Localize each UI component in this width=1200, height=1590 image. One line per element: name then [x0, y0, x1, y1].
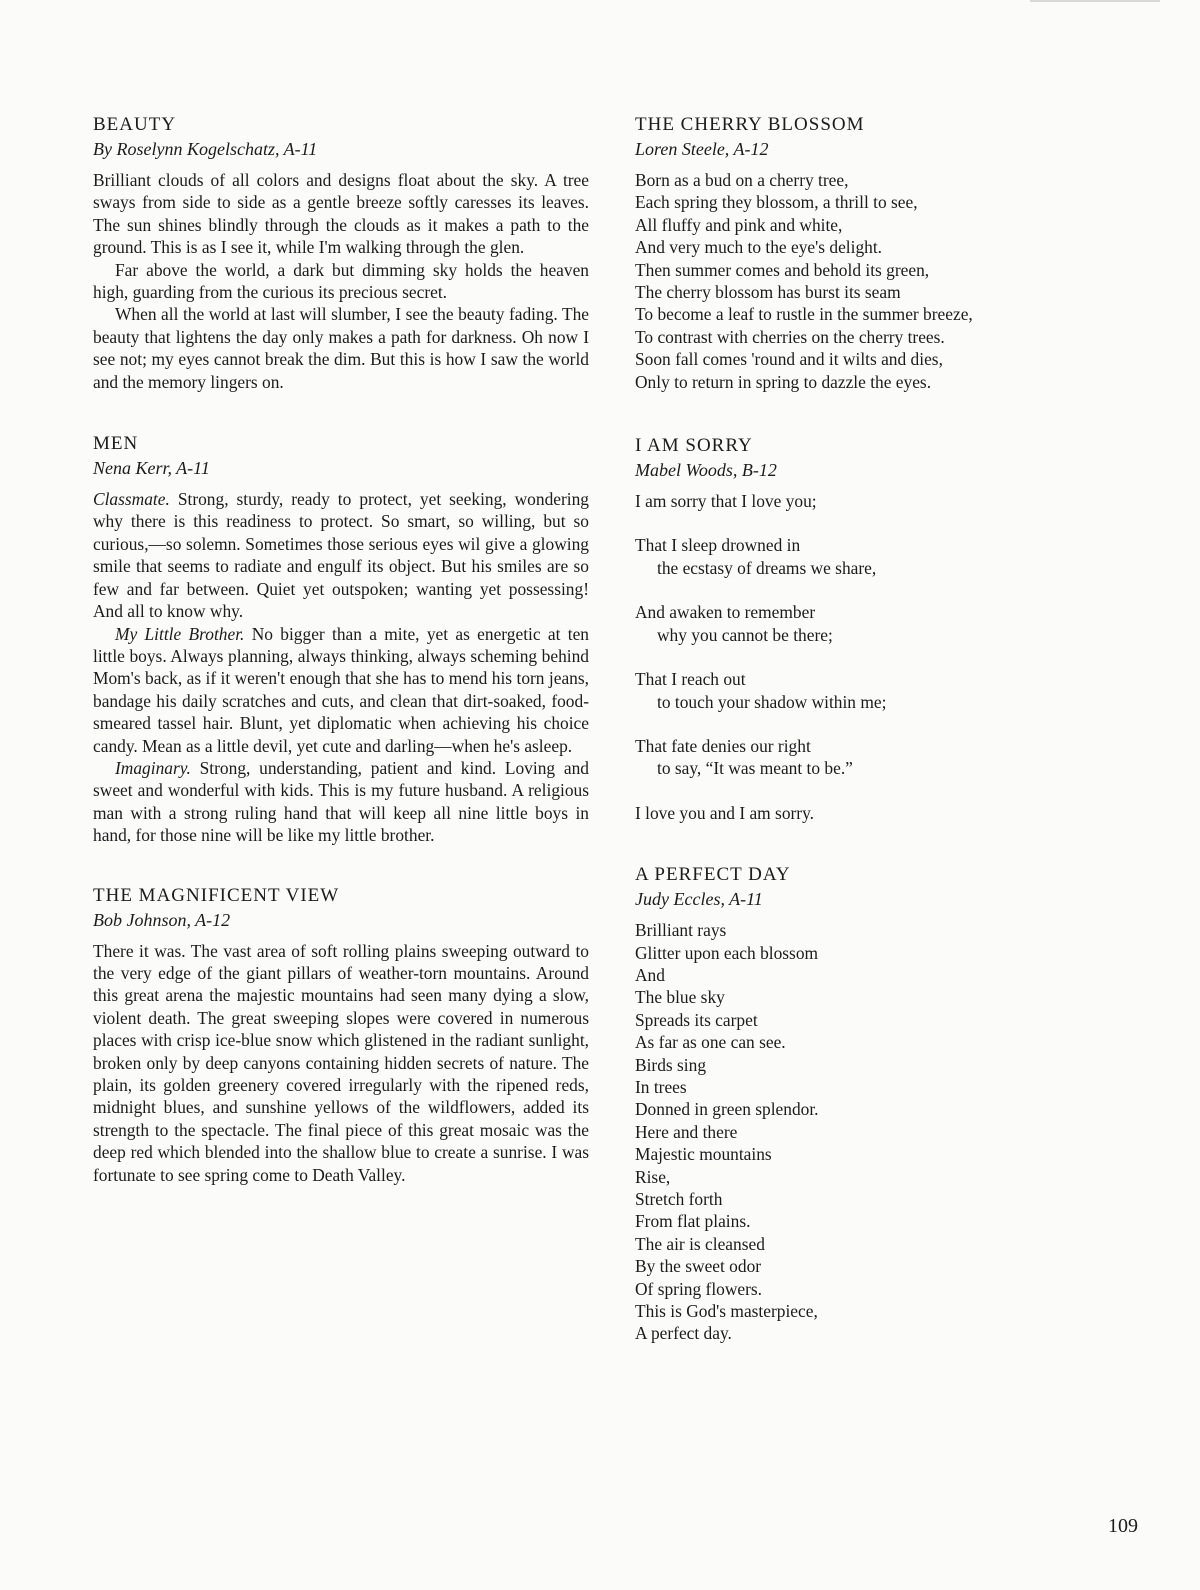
poem-line: The blue sky — [635, 987, 725, 1008]
piece-author: Loren Steele, A-12 — [635, 139, 769, 159]
poem-line: I am sorry that I love you; — [635, 491, 817, 512]
poem-line: That fate denies our right — [635, 735, 811, 756]
poem-line: That I reach out — [635, 669, 746, 690]
piece-author: Judy Eccles, A-11 — [635, 889, 763, 910]
scan-edge-mark — [1030, 0, 1160, 2]
poem-line: In trees — [635, 1076, 687, 1097]
paragraph — [93, 757, 589, 847]
stanza — [635, 490, 995, 512]
poem-line: Birds sing — [635, 1054, 707, 1075]
piece-perfect-day — [635, 862, 995, 1345]
piece-magnificent-view — [93, 883, 589, 1186]
piece-i-am-sorry — [635, 433, 995, 824]
page-number: 109 — [1108, 1515, 1138, 1537]
poem-line: By the sweet odor — [635, 1256, 762, 1277]
poem-line: the ecstasy of dreams we share, — [657, 557, 877, 578]
left-column — [93, 112, 589, 1186]
poem-line: As far as one can see. — [635, 1032, 786, 1053]
section-lead: Imaginary. — [115, 757, 191, 778]
poem-line: Of spring flowers. — [635, 1278, 763, 1299]
poem-line: And very much to the eye's delight. — [635, 237, 883, 258]
section-lead: Classmate. — [93, 489, 170, 510]
stanza — [635, 735, 995, 780]
piece-author: Mabel Woods, B-12 — [635, 460, 777, 481]
poem-line: I love you and I am sorry. — [635, 802, 815, 823]
poem-line: To contrast with cherries on the cherry trees. — [635, 326, 945, 347]
piece-beauty — [93, 112, 589, 393]
poem-line: to say, “It was meant to be.” — [657, 758, 853, 779]
poem-line: To become a leaf to rustle in the summer breeze, — [635, 304, 973, 325]
paragraph: Brilliant clouds of all colors and designs float about the sky. A tree sways from side to side as a gentle breeze softly caresses its leaves. The sun shines blindly through the clouds as it makes a path to the ground. This is as I see it, while I'm walking through the glen. — [93, 170, 589, 258]
poem-line: The air is cleansed — [635, 1233, 765, 1254]
poem-line: Each spring they blossom, a thrill to see, — [635, 192, 918, 213]
paragraph: There it was. The vast area of soft rolling plains sweeping outward to the very edge of the giant pillars of weather-torn mountains. Around this great arena the majestic mountains had seen many dying a slow, violent death. The great sweeping slopes were covered in numerous places with crisp ice-blue snow which glistened in the radiant sunlight, broken only by deep canyons containing hidden secrets of nature. The plain, its golden greenery covered irregularly with the ripened reds, midnight blues, and sunshine yellows of the wildflowers, added its strength to the spectacle. The final piece of this great mosaic was the deep red which blended into the shallow blue to create a sunrise. I was fortunate to see spring come to Death Valley. — [93, 940, 589, 1185]
poem-line: Donned in green splendor. — [635, 1099, 819, 1120]
paragraph — [93, 623, 589, 757]
piece-title: THE MAGNIFICENT VIEW — [93, 884, 340, 906]
paragraph: When all the world at last will slumber, I see the beauty fading. The beauty that lightens the day only makes a path for darkness. Oh now I see not; my eyes cannot break the dim. But this is how I saw the world and the memory lingers on. — [93, 304, 589, 392]
poem-line: That I sleep drowned in — [635, 535, 801, 556]
poem-lines — [635, 169, 995, 393]
piece-cherry-blossom — [635, 112, 995, 393]
poem-line: Brilliant rays — [635, 920, 727, 941]
right-column — [635, 112, 995, 1345]
poem-line: And awaken to remember — [635, 602, 816, 623]
poem-line: Only to return in spring to dazzle the eyes. — [635, 371, 932, 392]
stanza — [635, 534, 995, 579]
piece-title: MEN — [93, 433, 139, 455]
poem-line: Stretch forth — [635, 1189, 723, 1209]
poem-line: The cherry blossom has burst its seam — [635, 282, 901, 303]
piece-men — [93, 431, 589, 847]
paragraph — [93, 488, 589, 622]
poem-line: Glitter upon each blossom — [635, 942, 819, 963]
stanza — [635, 668, 995, 713]
poem-line: A perfect day. — [635, 1323, 732, 1344]
poem-line: Here and there — [635, 1121, 738, 1142]
piece-title: A PERFECT DAY — [635, 864, 791, 886]
poem-lines — [635, 919, 995, 1345]
section-text: Strong, sturdy, ready to protect, yet seeking, wondering why there is this readiness to protect. So smart, so willing, but so curious,—so solemn. Sometimes those serious eyes wil give a glowing smile that seems to radiate and engulf its object. But his smiles are so few and far between. Quiet yet outspoken; wanting yet possessing! And all to know why. — [93, 489, 589, 622]
section-lead: My Little Brother. — [115, 623, 245, 644]
piece-title: THE CHERRY BLOSSOM — [635, 114, 865, 135]
poem-line: This is God's masterpiece, — [635, 1301, 818, 1322]
poem-line: Soon fall comes 'round and it wilts and dies, — [635, 349, 943, 370]
paragraph: Far above the world, a dark but dimming sky holds the heaven high, guarding from the curious its precious secret. — [93, 259, 589, 303]
section-text: No bigger than a mite, yet as energetic at ten little boys. Always planning, always thinking, always scheming behind Mom's back, as if it weren't enough that she has to mend his torn jeans, bandage his daily scratches and cuts, and clean that dirt-soaked, food-smeared tassel hair. Blunt, yet diplomatic when achieving his choice candy. Mean as a little devil, yet cute and darling—when he's asleep. — [93, 623, 589, 756]
piece-title: BEAUTY — [93, 114, 177, 135]
piece-author: Nena Kerr, A-11 — [93, 458, 210, 479]
poem-line: Majestic mountains — [635, 1144, 772, 1165]
poem-line: And — [635, 964, 665, 985]
poem-line: Born as a bud on a cherry tree, — [635, 170, 849, 190]
stanza — [635, 802, 995, 824]
piece-title: I AM SORRY — [635, 435, 753, 457]
poem-line: to touch your shadow within me; — [657, 691, 887, 712]
poem-line: Spreads its carpet — [635, 1009, 758, 1030]
poem-line: why you cannot be there; — [657, 624, 833, 645]
piece-author: Bob Johnson, A-12 — [93, 909, 231, 930]
stanza — [635, 601, 995, 646]
poem-line: Then summer comes and behold its green, — [635, 259, 930, 280]
poem-line: All fluffy and pink and white, — [635, 214, 843, 235]
section-text: Strong, understanding, patient and kind. Loving and sweet and wonderful with kids. This is my future husband. A religious man with a strong ruling hand that will keep all nine little boys in hand, for those nine will be like my little brother. — [93, 757, 589, 846]
poem-line: Rise, — [635, 1166, 671, 1187]
piece-author: By Roselynn Kogelschatz, A-11 — [93, 139, 318, 159]
poem-line: From flat plains. — [635, 1211, 751, 1232]
